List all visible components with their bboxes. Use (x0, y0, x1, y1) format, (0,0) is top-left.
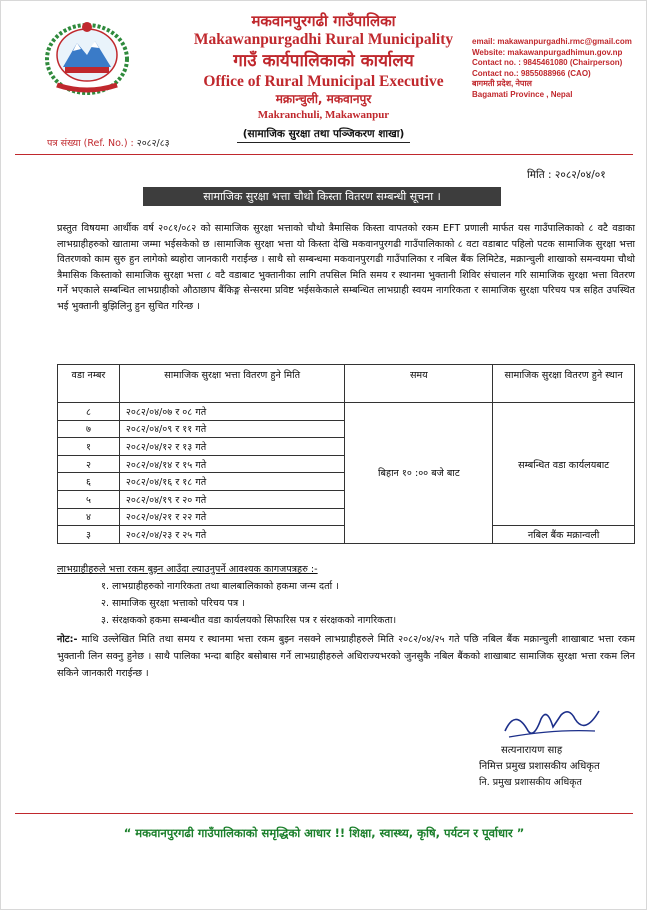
list-item: १. लाभग्राहीहरुको नागरिकता तथा बालबालिकाको हकमा जन्म दर्ता । (101, 581, 339, 592)
date-cell: २०८२/०४/०७ र ०८ गते (119, 403, 345, 421)
letter-date: मिति : २०८२/०४/०१ (527, 169, 606, 181)
date-cell: २०८२/०४/२३ र २५ गते (119, 526, 345, 544)
note-paragraph (57, 631, 635, 682)
col-place: सामाजिक सुरक्षा वितरण हुने स्थान (493, 365, 635, 403)
place-cell: सम्बन्धित वडा कार्यलयबाट (493, 403, 635, 526)
date-cell: २०८२/०४/१२ र १३ गते (119, 438, 345, 456)
table-header-row (58, 365, 635, 403)
note-label: नोट:- (57, 634, 78, 645)
ward-cell: ८ (58, 403, 120, 421)
date-cell: २०८२/०४/१४ र १५ गते (119, 455, 345, 473)
list-item: ३. संरक्षकको हकमा सम्बन्धीत वडा कार्यलयको सिफारिस पत्र र संरक्षकको नागरिकता। (101, 615, 397, 626)
note-text: माथि उल्लेखित मिति तथा समय र स्थानमा भत्ता रकम बुझ्न नसक्ने लाभग्राहीहरुले मिति २०८२/०४/२५ गते पछि नबिल बैंक मक्रान्चुली शाखाबाट भत्ता रकम भुक्तानी लिन सक्नु हुनेछ । साथै पालिका भन्दा बाहिर बसोबास गर्ने लाभग्राहीहरुले अधिराज्यभरको जुनसुकै नबिल बैंकको शाखाबाट सामाजिक सुरक्षा भत्ता रकम लिन सकिने जानकारी गराईन्छ । (57, 634, 635, 679)
website-text: Website: makawanpurgadhimun.gov.np (472, 47, 623, 57)
body-paragraph: प्रस्तुत विषयमा आर्थीक वर्ष २०८१/०८२ को सामाजिक सुरक्षा भत्ताको चौथो त्रैमासिक किस्ता वापतको रकम EFT प्रणाली मार्फत यस गाउँपालिकाको ८ वटै वडाका लाभग्राहीहरुको खातामा जम्मा भईसकेको छ ।सामाजिक सुरक्षा भत्ता यो किस्ता देखि मकवानपुरगढी गाउँपालिकाको ८ वटा वडाबाट पहिलो पटक सामाजिक सुरक्षा भत्ता वितरणको काम सुरु हुन लागेको ब्यहोरा जानकारी गराईन्छ । साथै सो सम्बन्धमा मकवानपुरगढी गाउँपालिका र नबिल बैंक लिमिटेड, मक्रान्चुली शाखाको समन्वयमा चौथो त्रैमासिक किस्ताको सामाजिक सुरक्षा भत्ता ८ वटै वडाबाट भुक्तानीका लागि तपसिल मिति समय र स्थानमा भुक्तानी शिविर संचालन गरि सामाजिक सुरक्षा भत्ता वितरण गर्ने भएकाले सम्बन्धित लाभग्राहीको औठाछाप बैंकिङ्ग सेन्सरमा प्रविष्ट भईसकेकाले सम्बन्धित लाभग्राही स्वयम नागरिकता र सामाजिक सुरक्षा परिचय पत्र सहित उपस्थित भई भुक्तानी बुझिलिनु हुन सुचित गरिन्छ । (57, 223, 635, 312)
documents-list (57, 578, 635, 629)
signatory-block (479, 743, 629, 791)
required-documents (57, 561, 635, 578)
col-ward: वडा नम्बर (58, 365, 120, 403)
ward-cell: ६ (58, 473, 120, 491)
signer-title: निमित्त प्रमुख प्रशासकीय अधिकृत (479, 761, 600, 772)
date-cell: २०८२/०४/१६ र १८ गते (119, 473, 345, 491)
ward-cell: १ (58, 438, 120, 456)
subject-banner: सामाजिक सुरक्षा भत्ता चौथो किस्ता वितरण सम्बन्धी सूचना । (143, 187, 501, 206)
branch-name: (सामाजिक सुरक्षा तथा पञ्जिकरण शाखा) (237, 126, 411, 143)
signer-title-handwritten: नि. प्रमुख प्रशासकीय अधिकृत (479, 777, 582, 788)
col-date: सामाजिक सुरक्षा भत्ता वितरण हुने मिति (119, 365, 345, 403)
ward-cell: ७ (58, 420, 120, 438)
letterhead (151, 11, 496, 143)
ward-cell: ४ (58, 508, 120, 526)
col-time: समय (345, 365, 493, 403)
address-np: मक्रान्चुली, मकवानपुर (275, 92, 372, 106)
date-cell: २०८२/०४/०९ र ११ गते (119, 420, 345, 438)
office-name-en: Office of Rural Municipal Executive (203, 73, 444, 90)
ward-cell: ५ (58, 490, 120, 508)
contact-chairperson: Contact no. : 9845461080 (Chairperson) (472, 58, 623, 68)
municipality-name-np: मकवानपुरगढी गाउँपालिका (251, 12, 396, 30)
contact-block (472, 37, 642, 101)
ref-value: २०८२/८३ (136, 138, 170, 149)
ward-cell: २ (58, 455, 120, 473)
table-row (58, 403, 635, 421)
reference-number (47, 136, 170, 149)
list-item: २. सामाजिक सुरक्षा भत्ताको परिचय पत्र । (101, 598, 245, 609)
municipality-emblem-icon (37, 15, 137, 97)
signature-icon (495, 701, 605, 746)
date-cell: २०८२/०४/१९ र २० गते (119, 490, 345, 508)
header-divider (15, 154, 633, 155)
date-cell: २०८२/०४/२१ र २२ गते (119, 508, 345, 526)
address-en: Makranchuli, Makawanpur (257, 109, 390, 121)
contact-cao: Contact no.: 9855088966 (CAO) (472, 68, 591, 78)
ward-cell: ३ (58, 526, 120, 544)
documents-heading: लाभग्राहीहरुले भत्ता रकम बुझ्न आउँदा ल्याउनुपर्ने आवश्यक कागजपत्रहरु :- (57, 564, 318, 575)
office-name-np: गाउँ कार्यपालिकाको कार्यालय (233, 51, 414, 71)
time-cell: बिहान १० :०० बजे बाट (345, 403, 493, 544)
province-np: बागमती प्रदेश, नेपाल (472, 79, 532, 89)
email-text: email: makawanpurgadhi.rmc@gmail.com (472, 37, 632, 46)
place-cell-bank: नबिल बैंक मक्रान्वली (493, 526, 635, 544)
footer-motto: “ मकवानपुरगढी गाउँपालिकाको समृद्धिको आधार !! शिक्षा, स्वास्थ्य, कृषि, पर्यटन र पूर्वाधार ” (123, 826, 525, 840)
municipality-name-en: Makawanpurgadhi Rural Municipality (193, 31, 454, 48)
province-en: Bagamati Province , Nepal (472, 89, 573, 99)
footer-divider (15, 813, 633, 814)
ref-label: पत्र संख्या (Ref. No.) : (47, 138, 134, 149)
signer-name: सत्यनारायण साह (501, 745, 563, 756)
distribution-schedule-table (57, 364, 635, 544)
